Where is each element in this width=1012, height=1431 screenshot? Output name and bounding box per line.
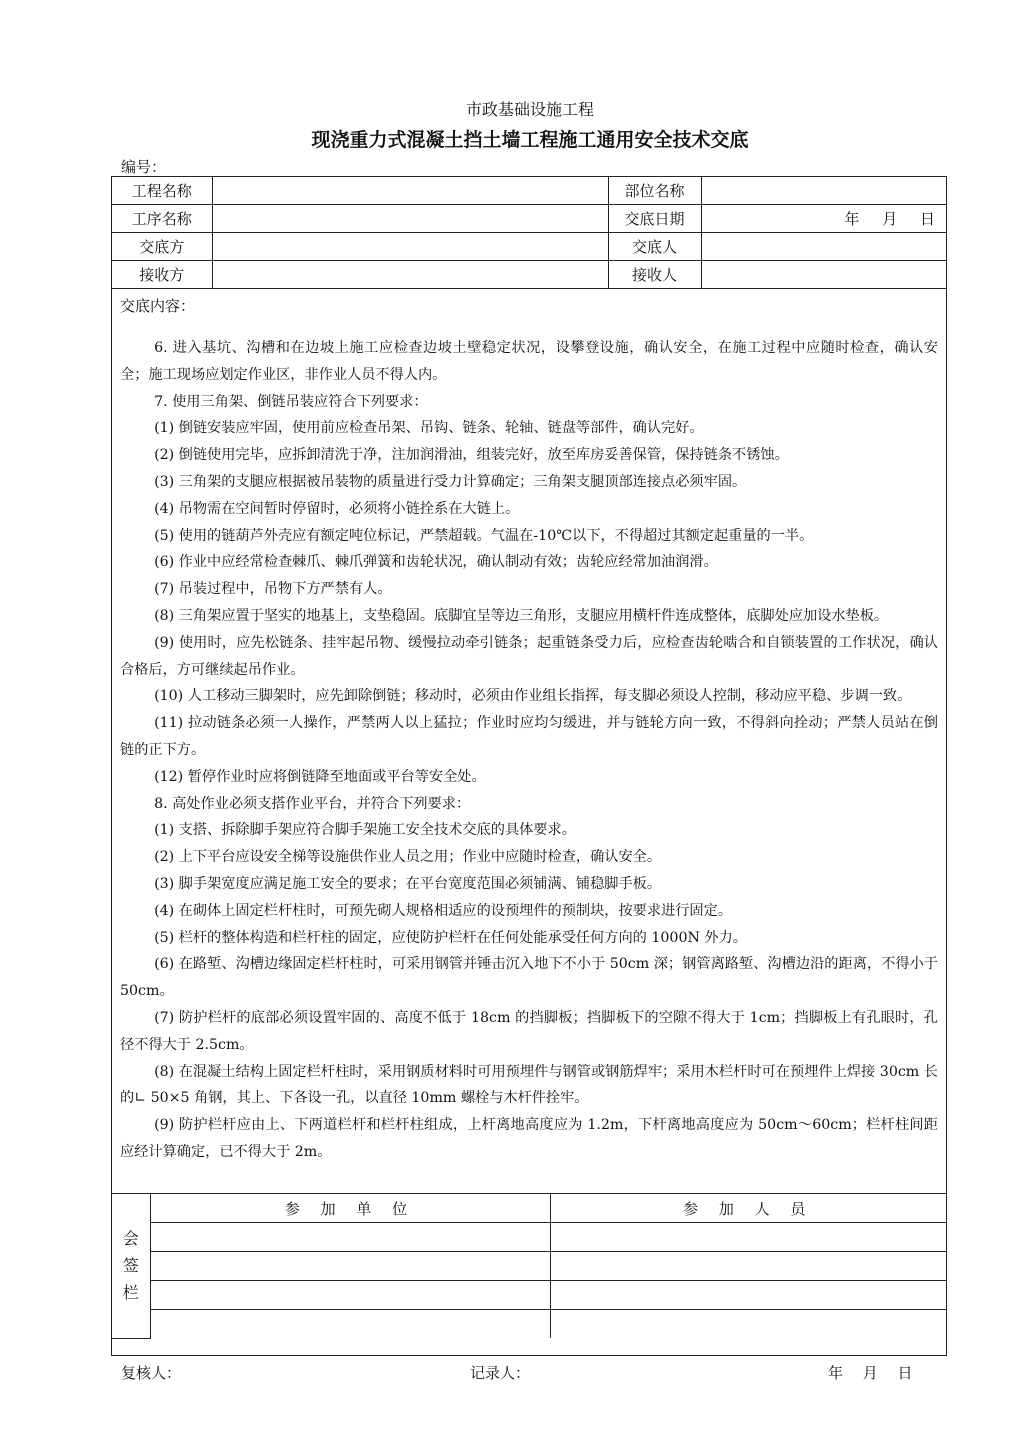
- part-name-label: 部位名称: [608, 177, 701, 205]
- signoff-people-header: 参 加 人 员: [550, 1194, 946, 1223]
- content-label: 交底内容：: [120, 297, 196, 315]
- content-paragraph: (9) 防护栏杆应由上、下两道栏杆和栏杆柱组成，上杆离地高度应为 1.2m，下杆离地高度应为 50cm～60cm；栏杆柱间距应经计算确定，已不得大于 2m。: [120, 1117, 938, 1160]
- content-paragraph: (11) 拉动链条必须一人操作，严禁两人以上猛拉；作业时应均匀缓进，并与链轮方向一致，不得斜向拴动；严禁人员站在倒链的正下方。: [120, 715, 938, 758]
- signoff-unit-field[interactable]: [150, 1310, 550, 1339]
- part-name-field[interactable]: [701, 177, 946, 205]
- signoff-unit-header: 参 加 单 位: [150, 1194, 550, 1223]
- content-paragraph: (5) 使用的链葫芦外壳应有额定吨位标记，严禁超载。气温在-10℃以下，不得超过其额定起重量的一半。: [154, 527, 814, 544]
- info-row: [112, 233, 946, 261]
- content-section: [112, 289, 946, 1194]
- content-paragraph: (6) 在路堑、沟槽边缘固定栏杆柱时，可采用钢管并锤击沉入地下不小于 50cm 深；钢管离路堑、沟槽边沿的距离，不得小于 50cm。: [120, 956, 938, 1000]
- content-paragraph: 8. 高处作业必须支搭作业平台，并符合下列要求：: [154, 795, 471, 812]
- reviewer-label: 复核人：: [121, 1364, 182, 1382]
- info-row: [112, 205, 946, 233]
- content-paragraph: (10) 人工移动三脚架时，应先卸除倒链；移动时，必须由作业组长指挥，每支脚必须设人控制，移动应平稳、步调一致。: [154, 688, 912, 705]
- document-subtitle: 市政基础设施工程: [465, 100, 594, 119]
- content-paragraph: (1) 支搭、拆除脚手架应符合脚手架施工安全技术交底的具体要求。: [154, 822, 576, 839]
- signoff-row: [112, 1310, 946, 1339]
- signoff-people-field[interactable]: [550, 1310, 946, 1339]
- signoff-row: [112, 1281, 946, 1310]
- receiver-field[interactable]: [701, 261, 946, 289]
- project-name-label: 工程名称: [112, 177, 212, 205]
- signoff-row: [112, 1252, 946, 1281]
- signoff-people-field[interactable]: [550, 1223, 946, 1252]
- info-table: [112, 177, 946, 289]
- handover-person-field[interactable]: [701, 233, 946, 261]
- content-body: [120, 321, 938, 1166]
- content-paragraph: (9) 使用时，应先松链条、挂牢起吊物、缓慢拉动牵引链条；起重链条受力后，应检查齿轮啮合和自锁装置的工作状况，确认合格后，方可继续起吊作业。: [120, 634, 938, 678]
- form-sheet: [111, 176, 947, 1356]
- content-paragraph: (12) 暂停作业时应将倒链降至地面或平台等安全处。: [154, 768, 486, 785]
- recorder-label: 记录人：: [470, 1364, 531, 1382]
- handover-party-label: 交底方: [112, 233, 212, 261]
- content-paragraph: (4) 吊物需在空间暂时停留时，必须将小链拴系在大链上。: [154, 500, 520, 517]
- content-paragraph: (3) 三角架的支腿应根据被吊装物的质量进行受力计算确定；三角架支腿顶部连接点必须牢固。: [154, 473, 747, 490]
- signoff-unit-field[interactable]: [150, 1252, 550, 1281]
- content-paragraph: (2) 倒链使用完毕，应拆卸清洗于净，注加润滑油，组装完好，放至库房妥善保管，保持链条不锈蚀。: [154, 447, 789, 464]
- signoff-unit-field[interactable]: [150, 1223, 550, 1252]
- info-row: [112, 261, 946, 289]
- info-row: [112, 177, 946, 205]
- handover-party-field[interactable]: [212, 233, 608, 261]
- signoff-header-row: [112, 1194, 946, 1223]
- handover-date-field[interactable]: 年 月 日: [701, 205, 946, 233]
- signoff-people-field[interactable]: [550, 1252, 946, 1281]
- content-paragraph: (2) 上下平台应设安全梯等设施供作业人员之用；作业中应随时检查，确认安全。: [154, 849, 662, 866]
- content-paragraph: (6) 作业中应经常检查棘爪、棘爪弹簧和齿轮状况，确认制动有效；齿轮应经常加油润滑。: [154, 554, 718, 571]
- content-paragraph: (4) 在砌体上固定栏杆柱时，可预先砌人规格相适应的设预埋件的预制块，按要求进行固定。: [154, 902, 733, 919]
- content-paragraph: (5) 栏杆的整体构造和栏杆柱的固定，应使防护栏杆在任何处能承受任何方向的 1000N 外力。: [154, 929, 747, 946]
- handover-date-label: 交底日期: [608, 205, 701, 233]
- content-paragraph: (7) 防护栏杆的底部必须设置牢固的、高度不低于 18cm 的挡脚板；挡脚板下的空隙不得大于 1cm；挡脚板上有孔眼时，孔径不得大于 2.5cm。: [120, 1009, 938, 1053]
- receiver-label: 接收人: [608, 261, 701, 289]
- project-name-field[interactable]: [212, 177, 608, 205]
- content-paragraph: (1) 倒链安装应牢固，使用前应检查吊架、吊钩、链条、轮轴、链盘等部件，确认完好。: [154, 420, 704, 437]
- content-paragraph: (8) 在混凝土结构上固定栏杆柱时，采用钢质材料时可用预埋件与钢管或钢筋焊牢；采用木栏杆时可在预埋件上焊接 30cm 长的∟ 50×5 角钢，其上、下各设一孔，以直径 10mm 螺栓与木杆件拴牢。: [120, 1063, 938, 1107]
- content-paragraph: 6. 进入基坑、沟槽和在边坡上施工应检查边坡土壁稳定状况，设攀登设施，确认安全，在施工过程中应随时检查，确认安全；施工现场应划定作业区，非作业人员不得人内。: [120, 340, 938, 383]
- signoff-vertical-label: 会 签 栏: [112, 1194, 150, 1338]
- signoff-unit-field[interactable]: [150, 1281, 550, 1310]
- signoff-table: [112, 1194, 946, 1339]
- process-name-field[interactable]: [212, 205, 608, 233]
- content-paragraph: (3) 脚手架宽度应满足施工安全的要求；在平台宽度范围必须铺满、铺稳脚手板。: [154, 875, 662, 892]
- signoff-people-field[interactable]: [550, 1281, 946, 1310]
- receiving-party-label: 接收方: [112, 261, 212, 289]
- document-code-label: 编号：: [121, 158, 167, 176]
- document-title: 现浇重力式混凝土挡土墙工程施工通用安全技术交底: [311, 129, 749, 151]
- handover-person-label: 交底人: [608, 233, 701, 261]
- footer-date: 年 月 日: [828, 1364, 913, 1382]
- receiving-party-field[interactable]: [212, 261, 608, 289]
- content-paragraph: (8) 三角架应置于坚实的地基上，支垫稳固。底脚宜呈等边三角形，支腿应用横杆件连成整体，底脚处应加设水垫板。: [154, 607, 889, 624]
- process-name-label: 工序名称: [112, 205, 212, 233]
- content-paragraph: 7. 使用三角架、倒链吊装应符合下列要求：: [154, 393, 428, 410]
- content-paragraph: (7) 吊装过程中，吊物下方严禁有人。: [154, 581, 392, 598]
- signoff-row: [112, 1223, 946, 1252]
